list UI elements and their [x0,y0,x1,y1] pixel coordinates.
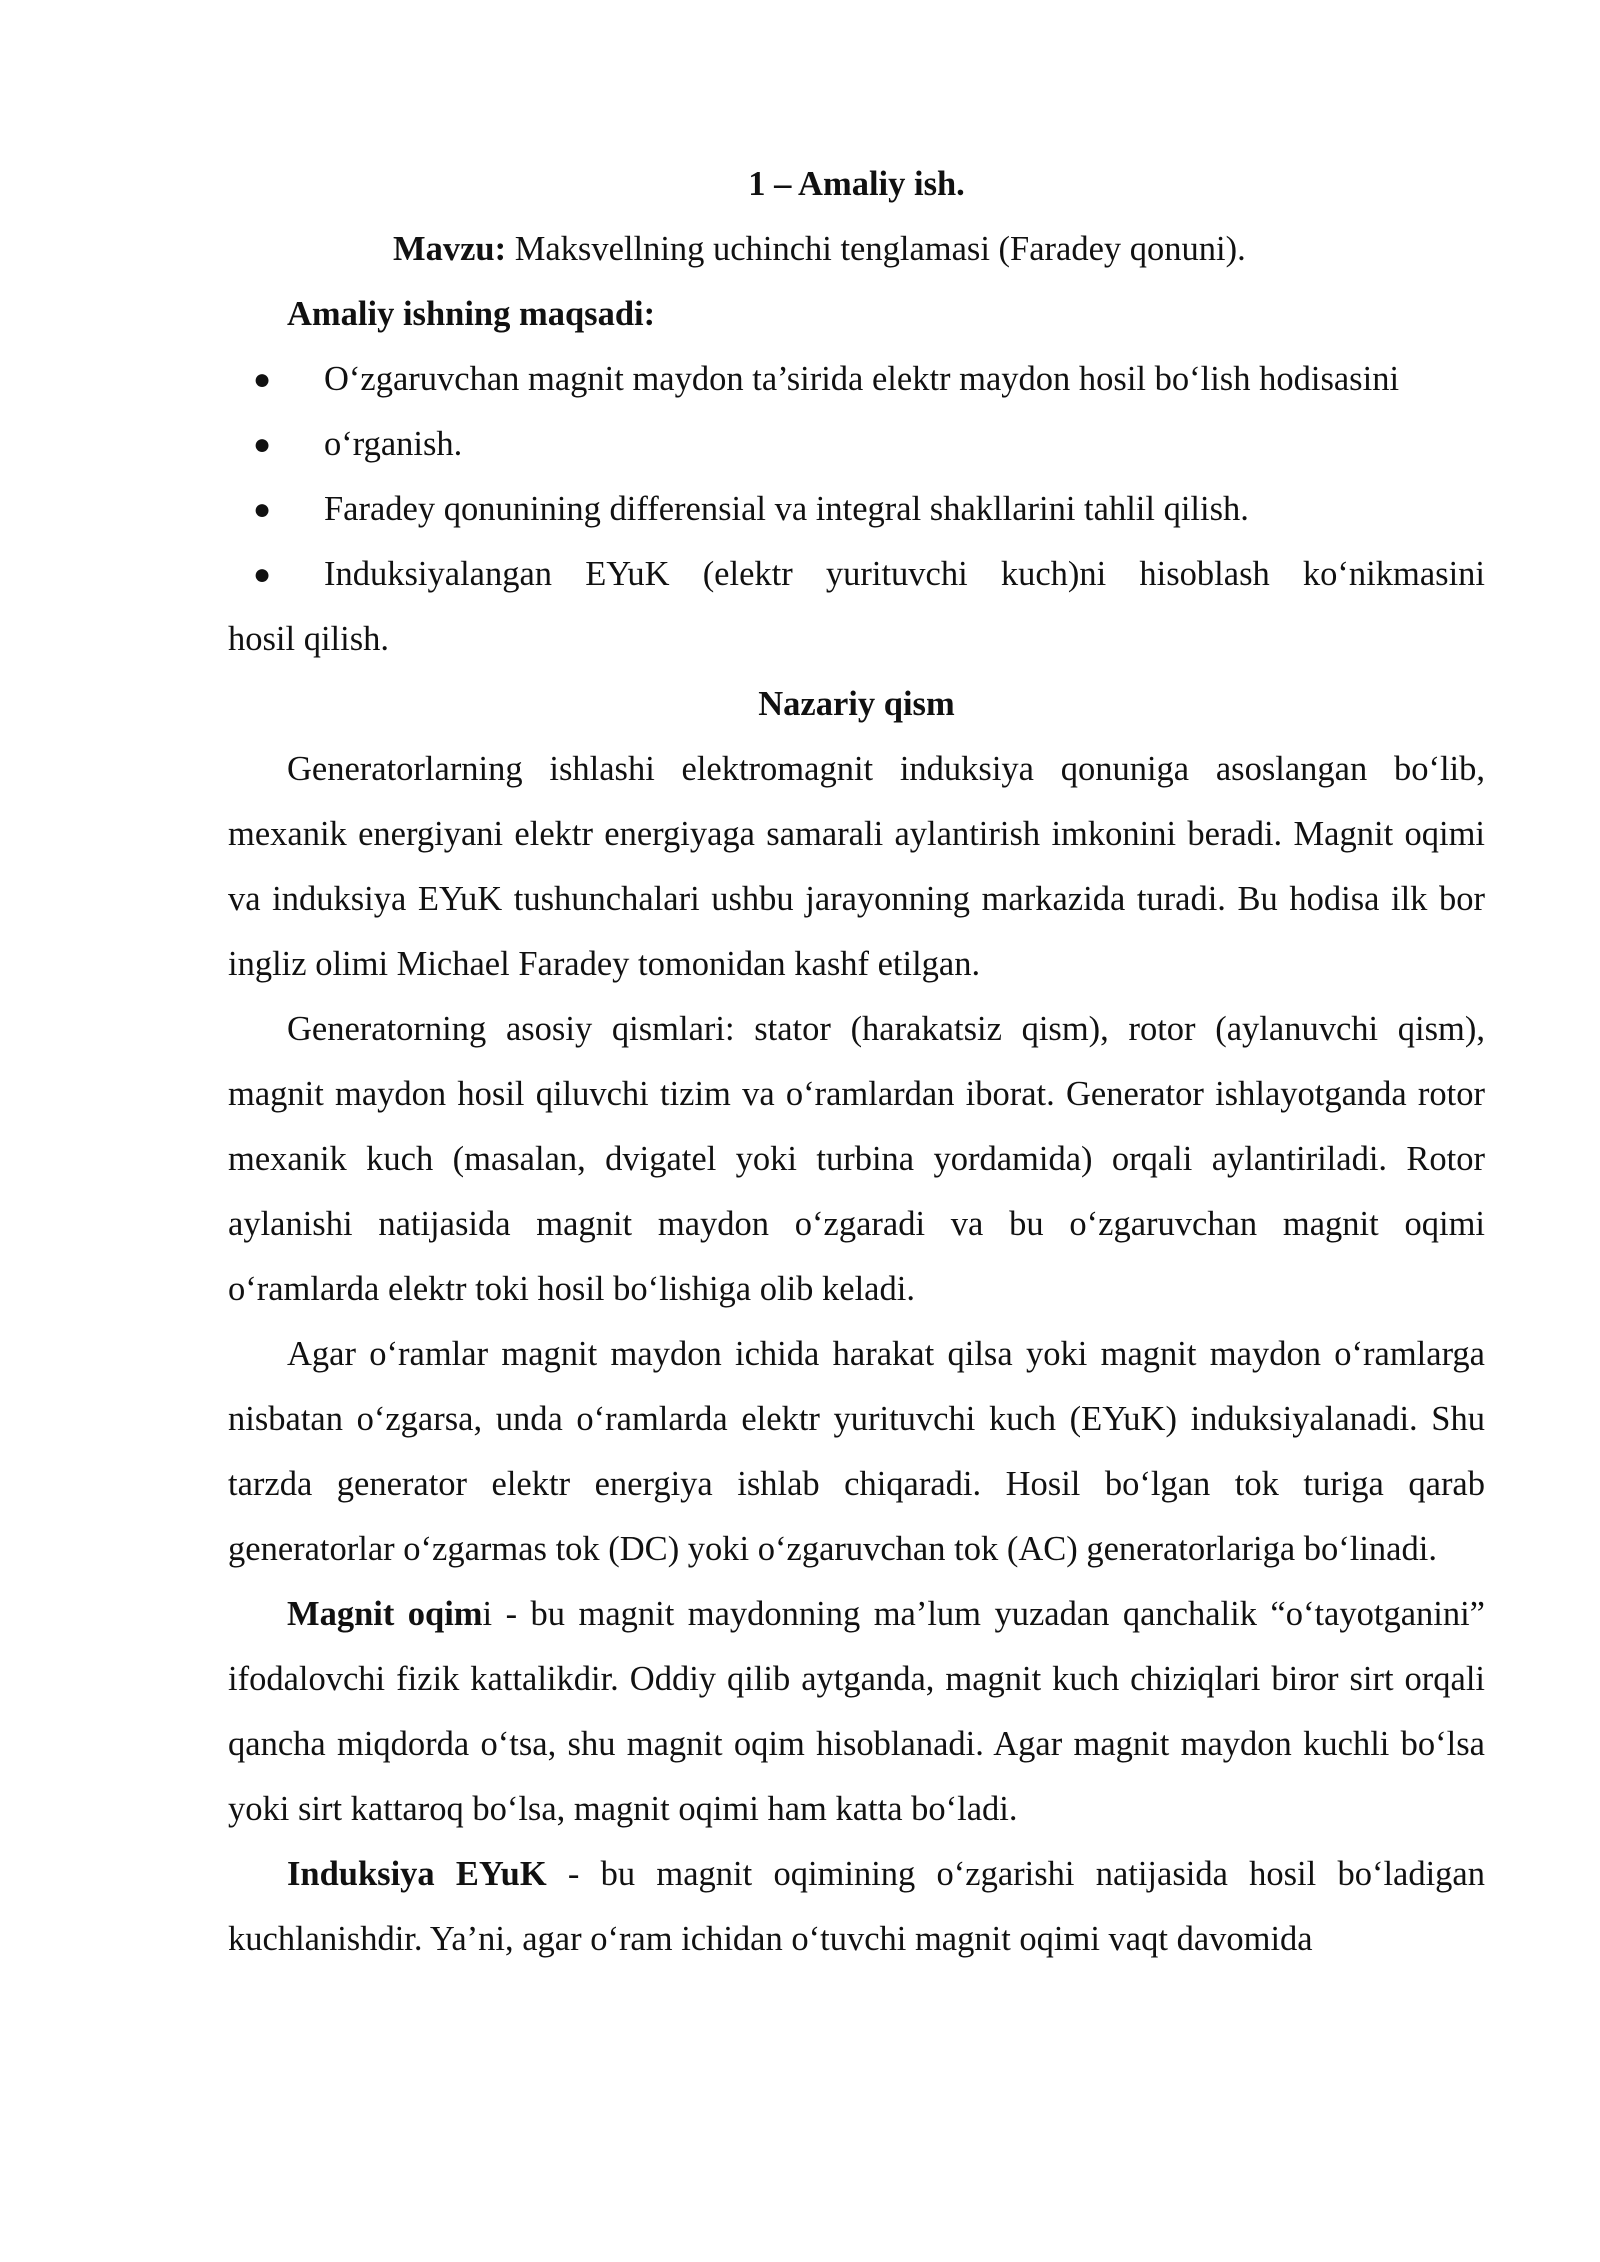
paragraph-generator-parts: Generatorning asosiy qismlari: stator (harakatsiz qism), rotor (aylanuvchi qism), magnit maydon hosil qiluvchi tizim va o‘ramlardan iborat. Generator ishlayotganda rotor mexanik kuch (masalan, dvigatel yoki turbina yordamida) orqali aylantiriladi. Rotor aylanishi natijasida magnit maydon o‘zgaradi va bu o‘zgaruvchan magnit oqimi o‘ramlarda elektr toki hosil bo‘lishiga olib keladi. [228,1010,1485,1308]
list-continuation: hosil qilish. [228,620,390,658]
paragraph-induction: Agar o‘ramlar magnit maydon ichida harakat qilsa yoki magnit maydon o‘ramlarga nisbatan o‘zgarsa, unda o‘ramlarda elektr yurituvchi kuch (EYuK) induksiyalanadi. Shu tarzda generator elektr energiya ishlab chiqaradi. Hosil bo‘lgan tok turiga qarab generatorlar o‘zgarmas tok (DC) yoki o‘zgaruvchan tok (AC) generatorlariga bo‘linadi. [228,1335,1485,1568]
list-item-text: Induksiyalangan EYuK (elektr yurituvchi kuch)ni hisoblash ko‘nikmasini [324,555,1485,593]
bullet-icon: ● [253,428,272,461]
emf-definition: - bu magnit oqimining o‘zgarishi natijasida hosil bo‘ladigan kuchlanishdir. Ya’ni, agar o‘ram ichidan o‘tuvchi magnit oqimi vaqt davomida [228,1855,1485,1958]
goal-heading: Amaliy ishning maqsadi: [287,295,656,333]
topic-line [228,217,1485,282]
list-item [228,542,1485,607]
bullet-icon: ● [253,363,272,396]
term-magnetic-flux: Magnit oqim [287,1595,483,1633]
list-item-text: O‘zgaruvchan magnit maydon ta’sirida elektr maydon hosil bo‘lish hodisasini [324,360,1400,398]
theory-heading: Nazariy qism [758,685,955,723]
goal-list [228,347,1485,607]
paragraph-magnetic-flux [228,1582,1485,1842]
list-item-text: o‘rganish. [324,425,463,463]
paragraph-induced-emf [228,1842,1485,1972]
topic-label: Mavzu: [393,230,507,268]
list-item [228,412,1485,477]
bullet-icon: ● [253,558,272,591]
list-item [228,347,1485,412]
term-induced-emf: Induksiya EYuK [287,1855,547,1893]
document-title: 1 – Amaliy ish. [748,165,965,203]
document-page [228,152,1485,1972]
topic-text: Maksvellning uchinchi tenglamasi (Faradey qonuni). [506,230,1246,268]
bullet-icon: ● [253,493,272,526]
paragraph-generators: Generatorlarning ishlashi elektromagnit induksiya qonuniga asoslangan bo‘lib, mexanik energiyani elektr energiyaga samarali aylantirish imkonini beradi. Magnit oqimi va induksiya EYuK tushunchalari ushbu jarayonning markazida turadi. Bu hodisa ilk bor ingliz olimi Michael Faradey tomonidan kashf etilgan. [228,750,1485,983]
flux-definition: i - bu magnit maydonning ma’lum yuzadan qanchalik “o‘tayotganini” ifodalovchi fizik kattalikdir. Oddiy qilib aytganda, magnit kuch chiziqlari biror sirt orqali qancha miqdorda o‘tsa, shu magnit oqim hisoblanadi. Agar magnit maydon kuchli bo‘lsa yoki sirt kattaroq bo‘lsa, magnit oqimi ham katta bo‘ladi. [228,1595,1485,1828]
list-item-text: Faradey qonunining differensial va integral shakllarini tahlil qilish. [324,490,1249,528]
list-item [228,477,1485,542]
